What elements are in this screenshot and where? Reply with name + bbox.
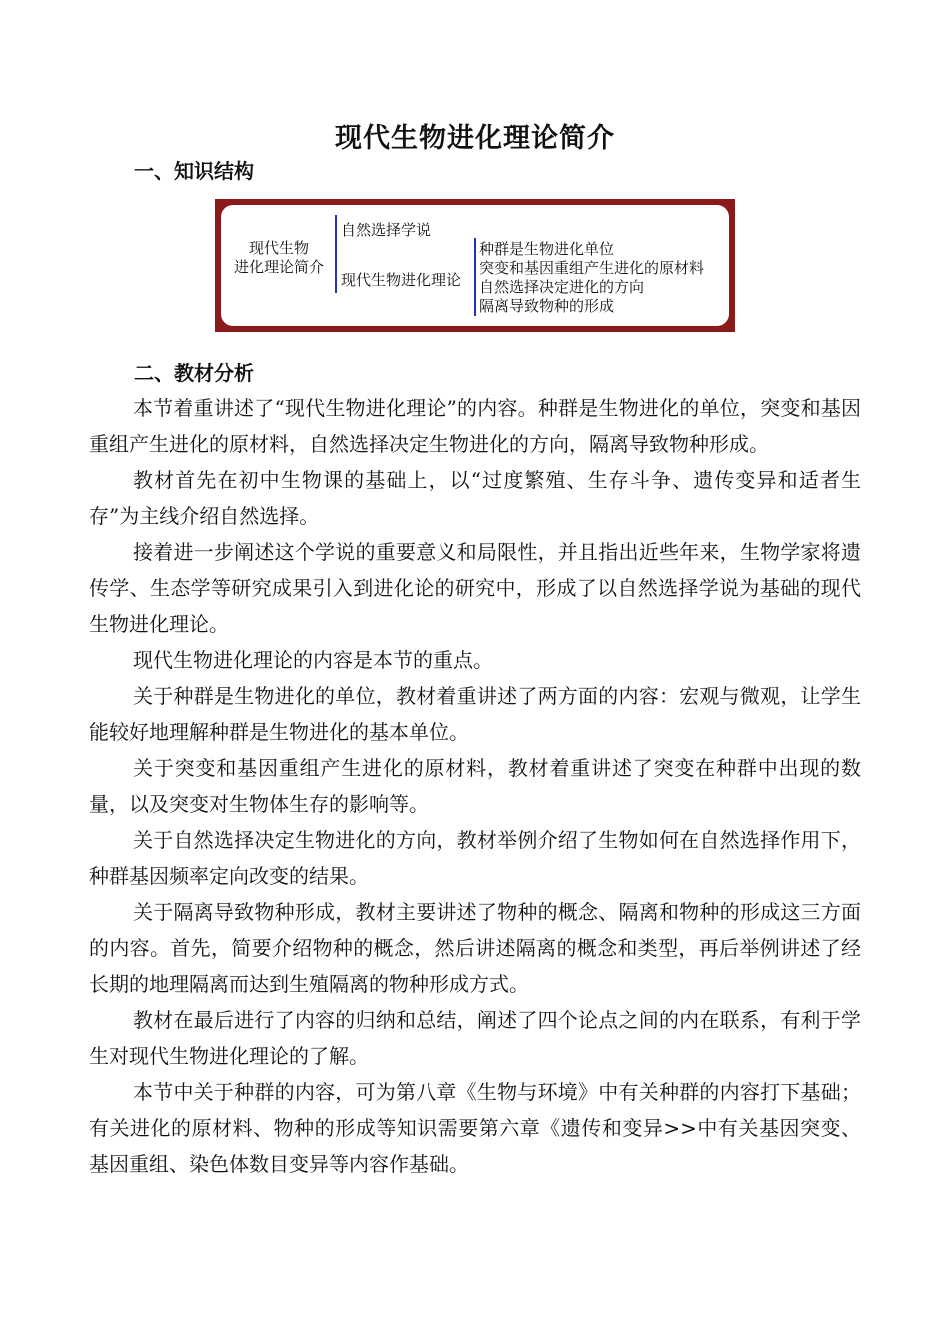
- paragraph: 关于隔离导致物种形成，教材主要讲述了物种的概念、隔离和物种的形成这三方面的内容。首先，简要介绍物种的概念，然后讲述隔离的概念和类型，再后举例讲述了经长期的地理隔离而达到生殖隔离的物种形成方式。: [89, 900, 861, 996]
- paragraph: 本节着重讲述了“现代生物进化理论”的内容。种群是生物进化的单位，突变和基因重组产生进化的原材料，自然选择决定生物进化的方向，隔离导致物种形成。: [89, 396, 861, 456]
- diagram-branch-natural-selection: 自然选择学说: [341, 221, 432, 239]
- diagram-root-line1: 现代生物: [248, 239, 309, 257]
- paragraph: 关于突变和基因重组产生进化的原材料，教材着重讲述了突变在种群中出现的数量，以及突变对生物体生存的影响等。: [89, 756, 861, 816]
- diagram-brace-left: [335, 215, 337, 293]
- diagram-leaf: 自然选择决定进化的方向: [479, 278, 645, 296]
- paragraph: 接着进一步阐述这个学说的重要意义和局限性，并且指出近些年来，生物学家将遗传学、生态学等研究成果引入到进化论的研究中，形成了以自然选择学说为基础的现代生物进化理论。: [89, 540, 861, 636]
- section-heading-knowledge-structure: 一、知识结构: [134, 159, 254, 183]
- paragraph: 教材首先在初中生物课的基础上，以“过度繁殖、生存斗争、遗传变异和适者生存”为主线介绍自然选择。: [89, 468, 861, 528]
- section-heading-textbook-analysis: 二、教材分析: [134, 361, 254, 385]
- diagram-leaf: 突变和基因重组产生进化的原材料: [479, 259, 705, 277]
- paragraph: 现代生物进化理论的内容是本节的重点。: [133, 648, 493, 672]
- paragraph: 本节中关于种群的内容，可为第八章《生物与环境》中有关种群的内容打下基础；有关进化的原材料、物种的形成等知识需要第六章《遗传和变异>>中有关基因突变、基因重组、染色体数目变异等内容作基础。: [89, 1080, 861, 1176]
- diagram-leaf: 隔离导致物种的形成: [479, 297, 615, 315]
- diagram-root-line2: 进化理论简介: [233, 258, 324, 276]
- diagram-brace-right: [474, 238, 476, 316]
- diagram-panel: [221, 205, 729, 326]
- analysis-body: [89, 390, 861, 1182]
- page-title: 现代生物进化理论简介: [335, 123, 615, 154]
- paragraph: 关于自然选择决定生物进化的方向，教材举例介绍了生物如何在自然选择作用下，种群基因频率定向改变的结果。: [89, 828, 861, 888]
- paragraph: 关于种群是生物进化的单位，教材着重讲述了两方面的内容：宏观与微观，让学生能较好地理解种群是生物进化的基本单位。: [89, 684, 861, 744]
- knowledge-structure-diagram: [215, 199, 735, 332]
- diagram-leaves: [479, 240, 704, 316]
- paragraph: 教材在最后进行了内容的归纳和总结，阐述了四个论点之间的内在联系，有利于学生对现代生物进化理论的了解。: [89, 1008, 861, 1068]
- diagram-root: [227, 239, 331, 277]
- diagram-branch-modern-theory: 现代生物进化理论: [341, 271, 462, 289]
- diagram-leaf: 种群是生物进化单位: [479, 240, 615, 258]
